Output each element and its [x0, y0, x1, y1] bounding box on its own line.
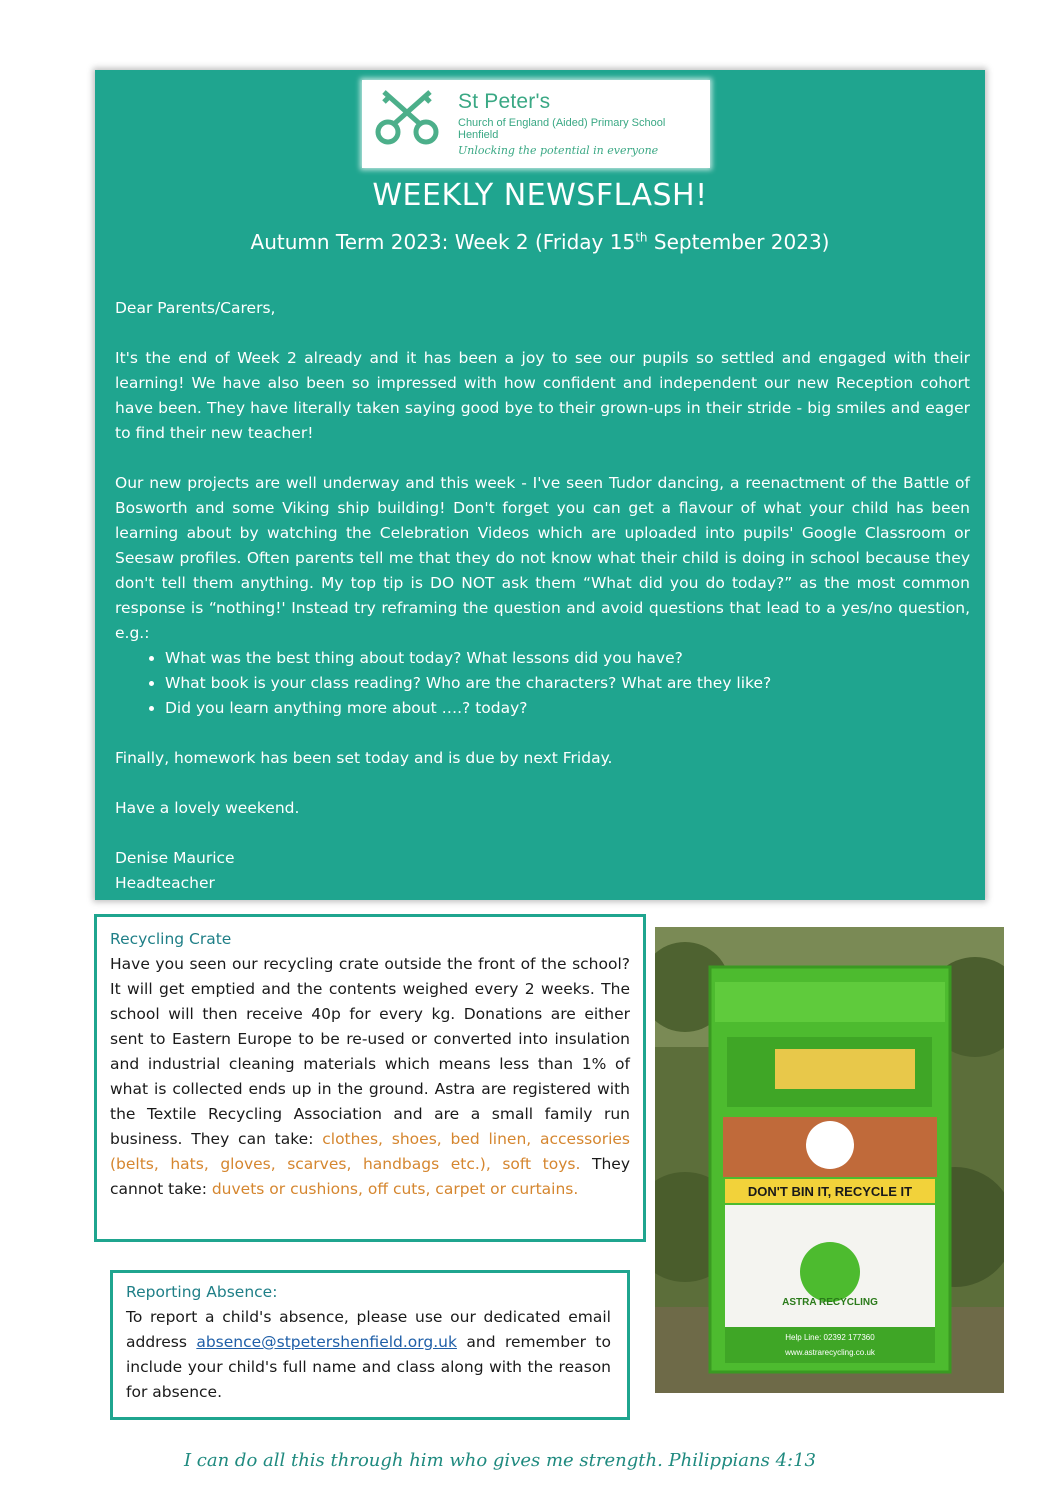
recycling-bin-photo	[655, 927, 1004, 1393]
recycling-content	[110, 927, 630, 1202]
recycling-body: Have you seen our recycling crate outside the front of the school? It will get emptied and the contents weighed every 2 weeks. The school will then receive 40p for every kg. Donations are either sent to Eastern Europe to be re-used or converted into insulation and industrial cleaning materials which means less than 1% of what is collected ends up in the ground. Astra are registered with the Textile Recycling Association and are a small family run business. They can take: clothes, shoes, bed linen, accessories (belts, hats, gloves, scarves, handbags etc.), soft toys. They cannot take: duvets or cushions, off cuts, carpet or curtains.	[110, 955, 630, 1198]
absence-box	[110, 1270, 630, 1420]
letter-paragraph: Our new projects are well underway and this week - I've seen Tudor dancing, a reenactment of the Battle of Bosworth and some Viking ship building! Don't forget you can get a flavour of what your child has been learning about by watching the Celebration Videos which are uploaded into pupils' Google Classroom or Seesaw profiles. Often parents tell me that they do not know what their child is doing in school because they don't tell them anything. My top tip is DO NOT ask them “What did you do today?” as the most common response is “nothing!' Instead try reframing the question and avoid questions that lead to a yes/no question, e.g.:	[115, 474, 970, 642]
recycling-heading: Recycling Crate	[110, 930, 232, 948]
list-item: • Did you learn anything more about ….? today?	[165, 696, 970, 721]
question-list	[115, 646, 970, 721]
letter-paragraph: Have a lovely weekend.	[115, 799, 300, 817]
crossed-keys-icon	[372, 88, 442, 148]
school-name: St Peter's	[458, 90, 551, 113]
bin-helpline-text: Help Line: 02392 177360	[785, 1333, 875, 1342]
school-subtitle: Church of England (Aided) Primary School Henfield	[458, 117, 666, 141]
absence-content	[126, 1280, 611, 1405]
letter-paragraph: It's the end of Week 2 already and it has been a joy to see our pupils so settled and engaged with their learning! We have also been so impressed with how confident and independent our new Reception cohort have been. They have literally taken saying good bye to their grown-ups in their stride - big smiles and eager to find their new teacher!	[115, 349, 970, 442]
bin-website-text: www.astrarecycling.co.uk	[785, 1348, 875, 1357]
absence-heading: Reporting Absence:	[126, 1283, 278, 1301]
absence-email-link[interactable]: absence@stpetershenfield.org.uk	[196, 1333, 457, 1351]
headteacher-letter	[115, 296, 970, 896]
list-item: • What book is your class reading? Who are the characters? What are they like?	[165, 671, 970, 696]
bin-banner-text: DON'T BIN IT, RECYCLE IT	[747, 1184, 913, 1199]
letter-paragraph: Finally, homework has been set today and is due by next Friday.	[115, 749, 613, 767]
cannot-take-list: duvets or cushions, off cuts, carpet or curtains.	[211, 1180, 579, 1198]
list-item: • What was the best thing about today? What lessons did you have?	[165, 646, 970, 671]
school-logo	[362, 80, 710, 168]
recycling-box	[94, 914, 646, 1242]
bible-verse: I can do all this through him who gives me strength. Philippians 4:13	[183, 1450, 817, 1471]
bin-brand-text: ASTRA RECYCLING	[782, 1297, 878, 1308]
signature-name: Denise Maurice	[115, 849, 235, 867]
can-take-list: clothes, shoes, bed linen, accessories (belts, hats, gloves, scarves, handbags etc.), soft toys.	[110, 1130, 630, 1173]
signature-role: Headteacher	[115, 874, 215, 892]
absence-body: To report a child's absence, please use our dedicated email address absence@stpetershenfield.org.uk and remember to include your child's full name and class along with the reason for absence.	[126, 1308, 611, 1401]
term-subtitle: Autumn Term 2023: Week 2 (Friday 15th September 2023)	[250, 230, 830, 254]
school-tagline: Unlocking the potential in everyone	[458, 144, 659, 157]
letter-greeting: Dear Parents/Carers,	[115, 299, 276, 317]
page-title: WEEKLY NEWSFLASH!	[372, 178, 708, 213]
